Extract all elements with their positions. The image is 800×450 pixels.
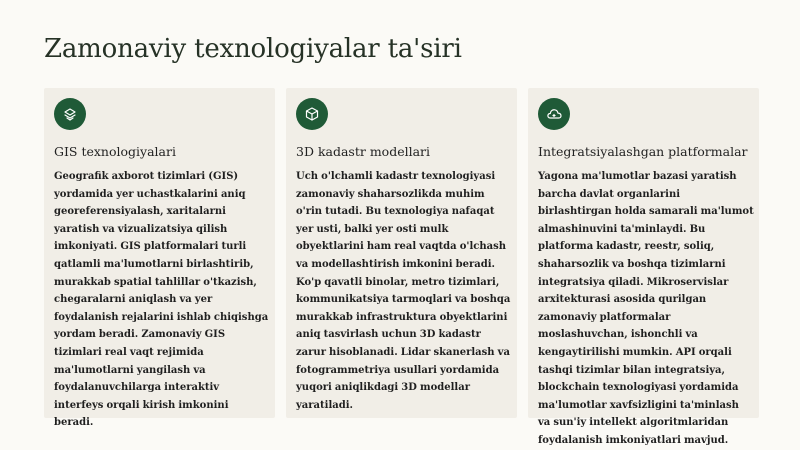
card-body: Geografik axborot tizimlari (GIS) yordamida yer uchastkalarini aniq georeferensiyalash, xaritalarni yaratish va vizualizatsiya qilish imkoniyati. GIS platformalari turli qatlamli ma'lumotlarni birlashtirib, murakkab spatial tahlillar o'tkazish, chegaralarni aniqlash va yer foydalanish rejalarini ishlab chiqishga yordam beradi. Zamonaviy GIS tizimlari real vaqt rejimida ma'lumotlarni yangilash va foydalanuvchilarga interaktiv interfeys orqali kirish imkonini beradi. [54,171,269,429]
card-title: Integratsiyalashgan platformalar [538,144,748,159]
card-title: 3D kadastr modellari [296,144,431,159]
card-body: Yagona ma'lumotlar bazasi yaratish barcha davlat organlarini birlashtirgan holda samarali ma'lumot almashinuvini ta'minlaydi. Bu platforma kadastr, reestr, soliq, shaharsozlik va boshqa tizimlarni integratsiya qiladi. Mikroservislar arxitekturasi asosida qurilgan zamonaviy platformalar moslashuvchan, ishonchli va kengaytirilishi mumkin. API orqali tashqi tizimlar bilan integratsiya, blockchain texnologiyasi yordamida ma'lumotlar xavfsizligini ta'minlash va sun'iy intellekt algoritmlaridan foydalanish imkoniyatlari mavjud. [538,171,754,446]
card-body: Uch o'lchamli kadastr texnologiyasi zamonaviy shaharsozlikda muhim o'rin tutadi. Bu texnologiya nafaqat yer usti, balki yer osti mulk obyektlarini ham real vaqtda o'lchash va modellashtirish imkonini beradi. Ko'p qavatli binolar, metro tizimlari, kommunikatsiya tarmoqlari va boshqa murakkab infrastruktura obyektlarini aniq tasvirlash uchun 3D kadastr zarur hisoblanadi. Lidar skanerlash va fotogrammetriya usullari yordamida yuqori aniqlikdagi 3D modellar yaratiladi. [296,171,511,411]
map-layers-icon [62,106,78,122]
card-3d-cadastre [286,88,517,418]
card-icon-badge [296,98,328,130]
card-integrated-platforms [528,88,759,446]
card-icon-badge [54,98,86,130]
card-title: GIS texnologiyalari [54,144,176,159]
cube-icon [304,106,320,122]
card-gis [44,88,275,429]
page-title: Zamonaviy texnologiyalar ta'siri [44,34,462,64]
card-icon-badge [538,98,570,130]
cloud-icon [546,106,563,122]
